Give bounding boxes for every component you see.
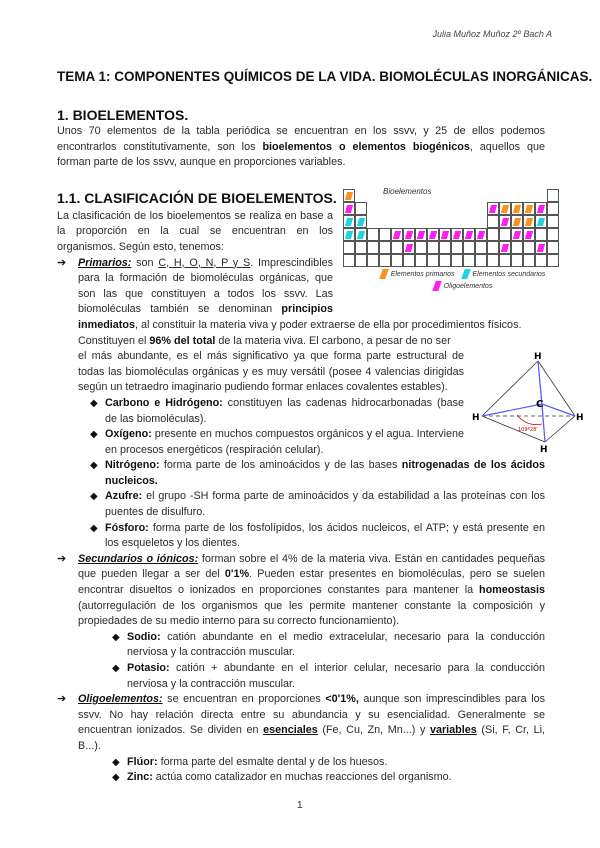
element-cell (343, 215, 355, 228)
highlight-mark (405, 231, 413, 239)
highlight-mark (537, 218, 545, 226)
legend-label: Oligoelementos (443, 282, 493, 290)
highlight-mark (417, 231, 425, 239)
element-cell (355, 241, 367, 254)
highlight-mark (525, 218, 533, 226)
element-cell (379, 241, 391, 254)
bold-text: nitrogenadas de los ácidos nucleicos. (105, 459, 545, 487)
diamond-bullet-icon: ◆ (90, 460, 98, 472)
angle-label: 109º28' (518, 427, 538, 434)
highlight-mark (429, 231, 437, 239)
bold-text: 96% del total (149, 334, 216, 347)
bullet-nitrogeno (90, 458, 545, 489)
bullet-potasio (112, 661, 545, 692)
highlight-mark (501, 244, 509, 252)
bullet-label: Azufre: (105, 490, 143, 503)
highlight-mark (501, 205, 509, 213)
element-cell (475, 228, 487, 241)
underlined-bold: variables (429, 724, 477, 737)
element-cell (343, 202, 355, 215)
element-cell (523, 202, 535, 215)
element-cell (499, 202, 511, 215)
text: (Si, F, Cr, Li, B...). (78, 724, 546, 752)
underlined-bold: esenciales (263, 724, 318, 737)
element-cell (499, 228, 511, 241)
highlight-mark (345, 192, 353, 200)
text: (autorregulación de los organismos que les permite mantener constante la composición y propiedades de su medio interno para su correcto funcionamiento). (78, 599, 545, 628)
highlight-mark (513, 218, 521, 226)
diamond-bullet-icon: ◆ (90, 491, 98, 503)
bold-text: bioelementos o elementos biogénicos (262, 140, 470, 153)
element-cell (451, 241, 463, 254)
element-cell (439, 228, 451, 241)
highlight-mark (525, 205, 533, 213)
bold-text: <0'1%, (325, 693, 359, 706)
arrow-icon: ➔ (57, 552, 67, 565)
atom-label: H (540, 445, 548, 455)
secundarios-paragraph (78, 552, 545, 630)
element-cell (535, 241, 547, 254)
bullet-zinc (112, 770, 545, 786)
header-author: Julia Muñoz Muñoz 2º Bach A (432, 29, 552, 39)
element-cell (355, 202, 367, 215)
element-cell (391, 241, 403, 254)
atom-label: H (576, 413, 584, 424)
element-cell (415, 241, 427, 254)
oligoelementos-paragraph (78, 692, 545, 754)
highlight-mark (405, 244, 413, 252)
bullet-fluor (112, 755, 545, 771)
highlight-mark (393, 231, 401, 239)
primarios-label: Primarios: (78, 256, 132, 269)
highlight-mark (513, 231, 521, 239)
text: forman sobre el 4% de la materia viva. Están en cantidades pequeñas que pueden llegar a ser del (78, 552, 545, 581)
text: forma parte del esmalte dental y de los huesos. (157, 755, 388, 768)
atom-label: H (534, 352, 542, 363)
periodic-table-title: Bioelementos (383, 186, 432, 196)
text: constituyen las cadenas hidrocarbonadas (base de las biomoléculas). (105, 396, 464, 425)
carbono-paragraph: el más abundante, es el más significativo ya que forma parte estructural de todas las biomoléculas orgánicas y es muy versátil (posee 4 valencias dirigidas según un tetraedro imaginario pudiendo formar enlaces covalentes estables). (78, 350, 464, 394)
element-cell (511, 215, 523, 228)
text: forma parte de los aminoácidos y de las bases (159, 459, 402, 472)
highlight-mark (441, 231, 449, 239)
elements-list: C, H, O, N, P y S (158, 256, 251, 269)
element-cell (403, 241, 415, 254)
legend-label: Elementos primarios (390, 270, 455, 278)
element-cell (547, 241, 559, 254)
element-cell (379, 228, 391, 241)
diamond-bullet-icon: ◆ (90, 522, 98, 534)
text: el grupo -SH forma parte de aminoácidos y da estabilidad a las proteínas con los puentes de disulfuro. (105, 490, 545, 519)
section-heading-clasificacion: 1.1. CLASIFICACIÓN DE BIOELEMENTOS. (57, 189, 337, 206)
element-cell (511, 202, 523, 215)
element-cell (343, 189, 355, 202)
text: catión + abundante en el interior celular, necesario para la conducción nerviosa y la contracción muscular. (127, 662, 545, 690)
diamond-bullet-icon: ◆ (90, 397, 98, 409)
element-cell (487, 215, 499, 228)
element-cell (403, 228, 415, 241)
element-cell (523, 228, 535, 241)
text: aunque son imprescindibles para los ssvv. No hay relación directa entre su abundancia y su esencialidad. Generalmente se encuentran ionizados. Se dividen en (78, 693, 545, 737)
document-content (57, 68, 593, 786)
highlight-mark (537, 244, 545, 252)
secundarios-label: Secundarios o iónicos: (78, 552, 199, 565)
bullet-label: Carbono e Hidrógeno: (105, 396, 223, 409)
bullet-label: Sodio: (127, 630, 161, 643)
highlight-mark (453, 231, 461, 239)
element-cell (523, 241, 535, 254)
element-cell (355, 215, 367, 228)
element-cell (487, 228, 499, 241)
bullet-fosforo (90, 521, 545, 552)
atom-label: H (472, 413, 480, 424)
element-cell (487, 202, 499, 215)
bold-text: 0'1% (224, 568, 250, 581)
diamond-bullet-icon: ◆ (112, 631, 120, 643)
element-cell (427, 241, 439, 254)
element-cell (535, 228, 547, 241)
bold-text: homeostasis (478, 584, 545, 597)
bullet-carbono (90, 396, 545, 427)
element-cell (343, 228, 355, 241)
element-cell (463, 228, 475, 241)
element-cell (547, 189, 559, 202)
highlight-mark (477, 231, 485, 239)
bullet-label: Oxígeno: (105, 428, 152, 441)
bullet-azufre (90, 489, 545, 520)
diamond-bullet-icon: ◆ (90, 429, 98, 441)
oligo-label: Oligoelementos: (78, 693, 163, 706)
bullet-oxigeno (90, 427, 545, 458)
text: forma parte de los fosfolípidos, los ácidos nucleicos, el ATP; y está presente en los esqueletos y los dientes. (105, 521, 545, 550)
text: se encuentran en proporciones (162, 693, 326, 706)
element-cell (499, 215, 511, 228)
bold-text: inmediatos (78, 318, 135, 331)
element-cell (535, 215, 547, 228)
bullet-label: Potasio: (127, 662, 170, 674)
bullet-label: Zinc: (127, 771, 153, 784)
element-cell (355, 228, 367, 241)
element-cell (547, 228, 559, 241)
highlight-mark (357, 231, 365, 239)
arrow-icon: ➔ (57, 256, 67, 269)
element-cell (499, 241, 511, 254)
element-cell (343, 241, 355, 254)
primarios-line (78, 334, 545, 350)
clasificacion-intro: La clasificación de los bioelementos se realiza en base a la proporción en la cual se encuentran en los organismos. Según esto, tenemos: (57, 209, 333, 253)
highlight-mark (345, 205, 353, 213)
legend-label: Elementos secundarios (472, 270, 546, 278)
diamond-bullet-icon: ◆ (112, 663, 120, 674)
text: catión abundante en el medio extracelular, necesario para la conducción nerviosa y la contracción muscular. (127, 630, 545, 659)
section-heading-bioelementos: 1. BIOELEMENTOS. (57, 107, 189, 123)
primarios-paragraph (78, 256, 545, 334)
highlight-mark (357, 218, 365, 226)
bold-text: principios (281, 303, 333, 316)
element-cell (535, 202, 547, 215)
arrow-icon: ➔ (57, 693, 67, 706)
element-cell (547, 202, 559, 215)
element-cell (511, 241, 523, 254)
text: de la materia viva. El carbono, a pesar de no ser (215, 334, 451, 347)
text: actúa como catalizador en muchas reacciones del organismo. (152, 771, 452, 784)
element-cell (427, 228, 439, 241)
element-cell (439, 241, 451, 254)
text: . Pueden estar presentes en biomoléculas, pero se suelen encontrar disueltos o ionizados en proporciones constantes para mantener la (78, 568, 546, 597)
text: . Imprescindibles para la formación de biomoléculas orgánicas, que son las que constituyen a todos los ssvv. Las biomoléculas también se denominan (78, 256, 333, 316)
element-cell (367, 228, 379, 241)
secundarios-item (57, 552, 545, 630)
highlight-mark (345, 218, 353, 226)
highlight-mark (537, 205, 545, 213)
element-cell (547, 254, 559, 267)
element-cell (415, 228, 427, 241)
highlight-mark (513, 205, 521, 213)
highlight-mark (525, 231, 533, 239)
bullet-label: Nitrógeno: (105, 459, 160, 472)
atom-label: C (536, 399, 544, 411)
text: , al constituir la materia viva y poder extraerse de ella por procedimientos físicos. (135, 318, 522, 331)
element-cell (451, 228, 463, 241)
page-number: 1 (297, 800, 303, 811)
element-cell (487, 241, 499, 254)
bullet-label: Flúor: (127, 755, 158, 768)
element-cell (475, 241, 487, 254)
text: presente en muchos compuestos orgánicos y el agua. Interviene en procesos energéticos (respiración celular). (105, 428, 464, 456)
element-cell (391, 228, 403, 241)
text: Constituyen el (78, 334, 150, 347)
element-cell (547, 215, 559, 228)
highlight-mark (501, 218, 509, 226)
text: (Fe, Cu, Zn, Mn...) y (317, 724, 430, 737)
text: son (131, 256, 159, 269)
element-cell (367, 241, 379, 254)
highlight-mark (489, 205, 497, 213)
text: Unos 70 elementos de la tabla periódica se encuentran en los ssvv, y 25 de ellos podemos encontrarlos constitutivamente, son los (57, 125, 545, 153)
bullet-label: Fósforo: (105, 521, 149, 534)
element-cell (523, 215, 535, 228)
element-cell (511, 228, 523, 241)
diamond-bullet-icon: ◆ (112, 772, 120, 784)
text: , aquellos que forman parte de los ssvv, aunque en proporciones variables. (57, 140, 545, 169)
bullet-sodio (112, 630, 545, 661)
diamond-bullet-icon: ◆ (112, 756, 120, 768)
page-title: TEMA 1: COMPONENTES QUÍMICOS DE LA VIDA. BIOMOLÉCULAS INORGÁNICAS. (57, 69, 593, 84)
oligoelementos-item (57, 692, 545, 754)
highlight-mark (345, 231, 353, 239)
bioelementos-paragraph (57, 124, 545, 171)
highlight-mark (465, 231, 473, 239)
element-cell (463, 241, 475, 254)
